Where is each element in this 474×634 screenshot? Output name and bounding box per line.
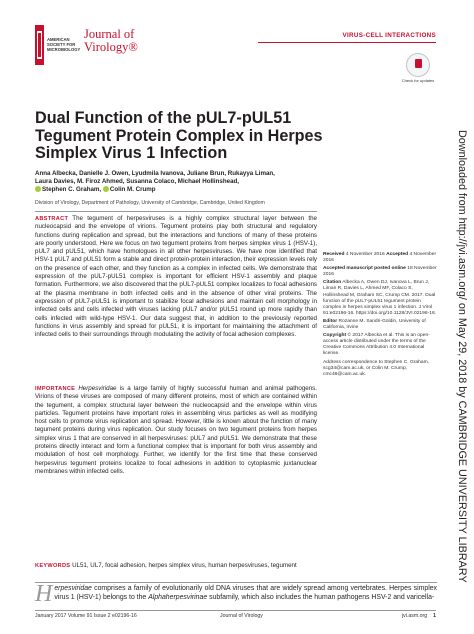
author-line [35,186,345,194]
abstract-text: The tegument of herpesviruses is a highly complex structural layer between the nucleocapsid and the envelope of virions. Tegument proteins play both structural and regulatory functions during replication and spread, but the interactions and functions of many of these proteins are poorly understood. Here we focus on two tegument proteins from herpes simplex virus 1 (HSV-1), pUL7 and pUL51, which have homologues in all other herpesviruses. We have now identified that HSV-1 pUL7 and pUL51 form a stable and direct protein-protein interaction, their expression levels rely on the presence of each other, and they function as a complex in infected cells. We demonstrate that expression of the pUL7-pUL51 complex is important for efficient HSV-1 assembly and plaque formation. Furthermore, we also discovered that the pUL7-pUL51 complex localizes to focal adhesions at the plasma membrane in both infected cells and in the absence of other viral proteins. The expression of pUL7-pUL51 is important to stabilize focal adhesions and maintain cell morphology in infected cells and cells infected with viruses lacking pUL7 and/or pUL51 round up more rapidly than cells infected with wild-type HSV-1. Our data suggest that, in addition to the previously reported functions in virus assembly and spread for pUL51, it is important for maintaining the attachment of infected cells to their surroundings through modulating the activity of focal adhesion complexes. [35,215,317,339]
copyright: Copyright © 2017 Albecka et al. This is an open-access article distributed under the terms of the Creative Commons Attribution 4.0 International license. [323,333,430,357]
divider [35,211,317,212]
orcid-icon[interactable] [35,186,41,192]
correspondence[interactable]: Address correspondence to Stephen C. Graham, scg34@cam.ac.uk, or Colin M. Crump, cmc46@cam.ac.uk. [323,359,430,377]
section-label: VIRUS-CELL INTERACTIONS [342,32,436,39]
abstract-heading: ABSTRACT [35,216,69,222]
keywords-text: UL51, UL7, focal adhesion, herpes simplex virus, human herpesviruses, tegument [72,562,297,569]
keywords-heading: KEYWORDS [35,563,71,569]
citation: Citation Albecka A, Owen DJ, Ivanova L, Brun J, Liman R, Davies L, Ahmed MF, Colaco S, Hollinshead M, Graham SC, Crump CM. 2017. Dual function of the pUL7-pUL51 tegument protein complex in herpes simplex virus 1 infection. J Virol 91:e02196-16. https://doi.org/10.1128/JVI.02196-16. [323,280,437,316]
importance-text: is a large family of highly successful human and animal pathogens. Virions of these viruses are composed of many different proteins, most of which are contained within the tegument, a complex structural layer between the nucleocapsid and the envelope within virus particles. Tegument proteins have important roles in assembling virus particles as well as modifying host cells to promote virus replication and spread. However, little is known about the function of many tegument proteins during virus replication. Our study focuses on two tegument proteins from herpes simplex virus 1 that are conserved in all herpesviruses: pUL7 and pUL51. We demonstrate that these proteins directly interact and form a functional complex that is important for both virus assembly and modulation of host cell morphology. Further, we identify for the first time that these conserved herpesvirus tegument proteins localize to focal adhesions in addition to cytoplasmic juxtanuclear membranes within infected cells. [35,385,317,475]
editor: Editor Rozanne M. Sandri-Goldin, University of California, Irvine [323,318,426,331]
body-paragraph: Herpesviridae comprises a family of evolutionarily old DNA viruses that are widely spread among vertebrates. Herpes simplex virus 1 (HSV-1) belongs to the Alphaherpesvirinae subfamily, which also includes the human pathogens HSV-2 and varicella- [35,581,437,607]
footer-right [402,613,436,619]
download-watermark [455,130,472,583]
author-list [35,170,345,193]
article-title: Dual Function of the pUL7-pUL51 Tegument Protein Complex in Herpes Simplex Virus 1 Infection [35,109,323,162]
check-updates-icon [406,53,430,77]
page-number: 1 [433,613,436,619]
footer-journal: Journal of Virology [220,613,263,619]
abstract [35,215,317,339]
affiliation: Division of Virology, Department of Pathology, University of Cambridge, Cambridge, United Kingdom [35,200,265,206]
asm-logo-icon [35,25,44,65]
download-note-text: Downloaded from http://jvi.asm.org/ on May 29, 2018 by CAMBRIDGE UNIVERSITY LIBRARY [456,130,468,583]
importance [35,385,317,476]
journal-name[interactable]: Journal of Virology® [84,27,138,54]
author-name: Stephen C. Graham, [42,185,102,193]
footer-site-link[interactable]: jvi.asm.org [402,613,428,619]
check-updates-label: Check for updates [401,78,435,83]
author-line: Anna Albecka, Danielle J. Owen, Lyudmila Ivanova, Juliane Brun, Rukayya Liman, [35,170,275,177]
keywords [35,562,317,570]
header-rule [258,42,436,43]
orcid-icon[interactable] [103,186,109,192]
author-name: Colin M. Crump [109,185,156,193]
check-for-updates-button[interactable] [400,51,436,97]
drop-cap: H [35,581,53,607]
society-name: AMERICAN SOCIETY FOR MICROBIOLOGY [47,37,81,52]
footer-issue: January 2017 Volume 91 Issue 2 e02196-16 [35,613,137,619]
importance-heading: IMPORTANCE [35,386,76,392]
article-info-sidebar [323,252,437,380]
posted-online-date: Accepted manuscript posted online 18 November 2016 [323,266,437,278]
importance-lead: Herpesviridae [78,385,117,392]
received-date: Received 4 November 2016 Accepted 4 November 2016 [323,252,437,264]
author-line: Laura Davies, M. Firoz Ahmed, Susanna Colaco, Michael Hollinshead, [35,177,240,185]
footer-rule [35,610,436,611]
divider [35,582,437,583]
